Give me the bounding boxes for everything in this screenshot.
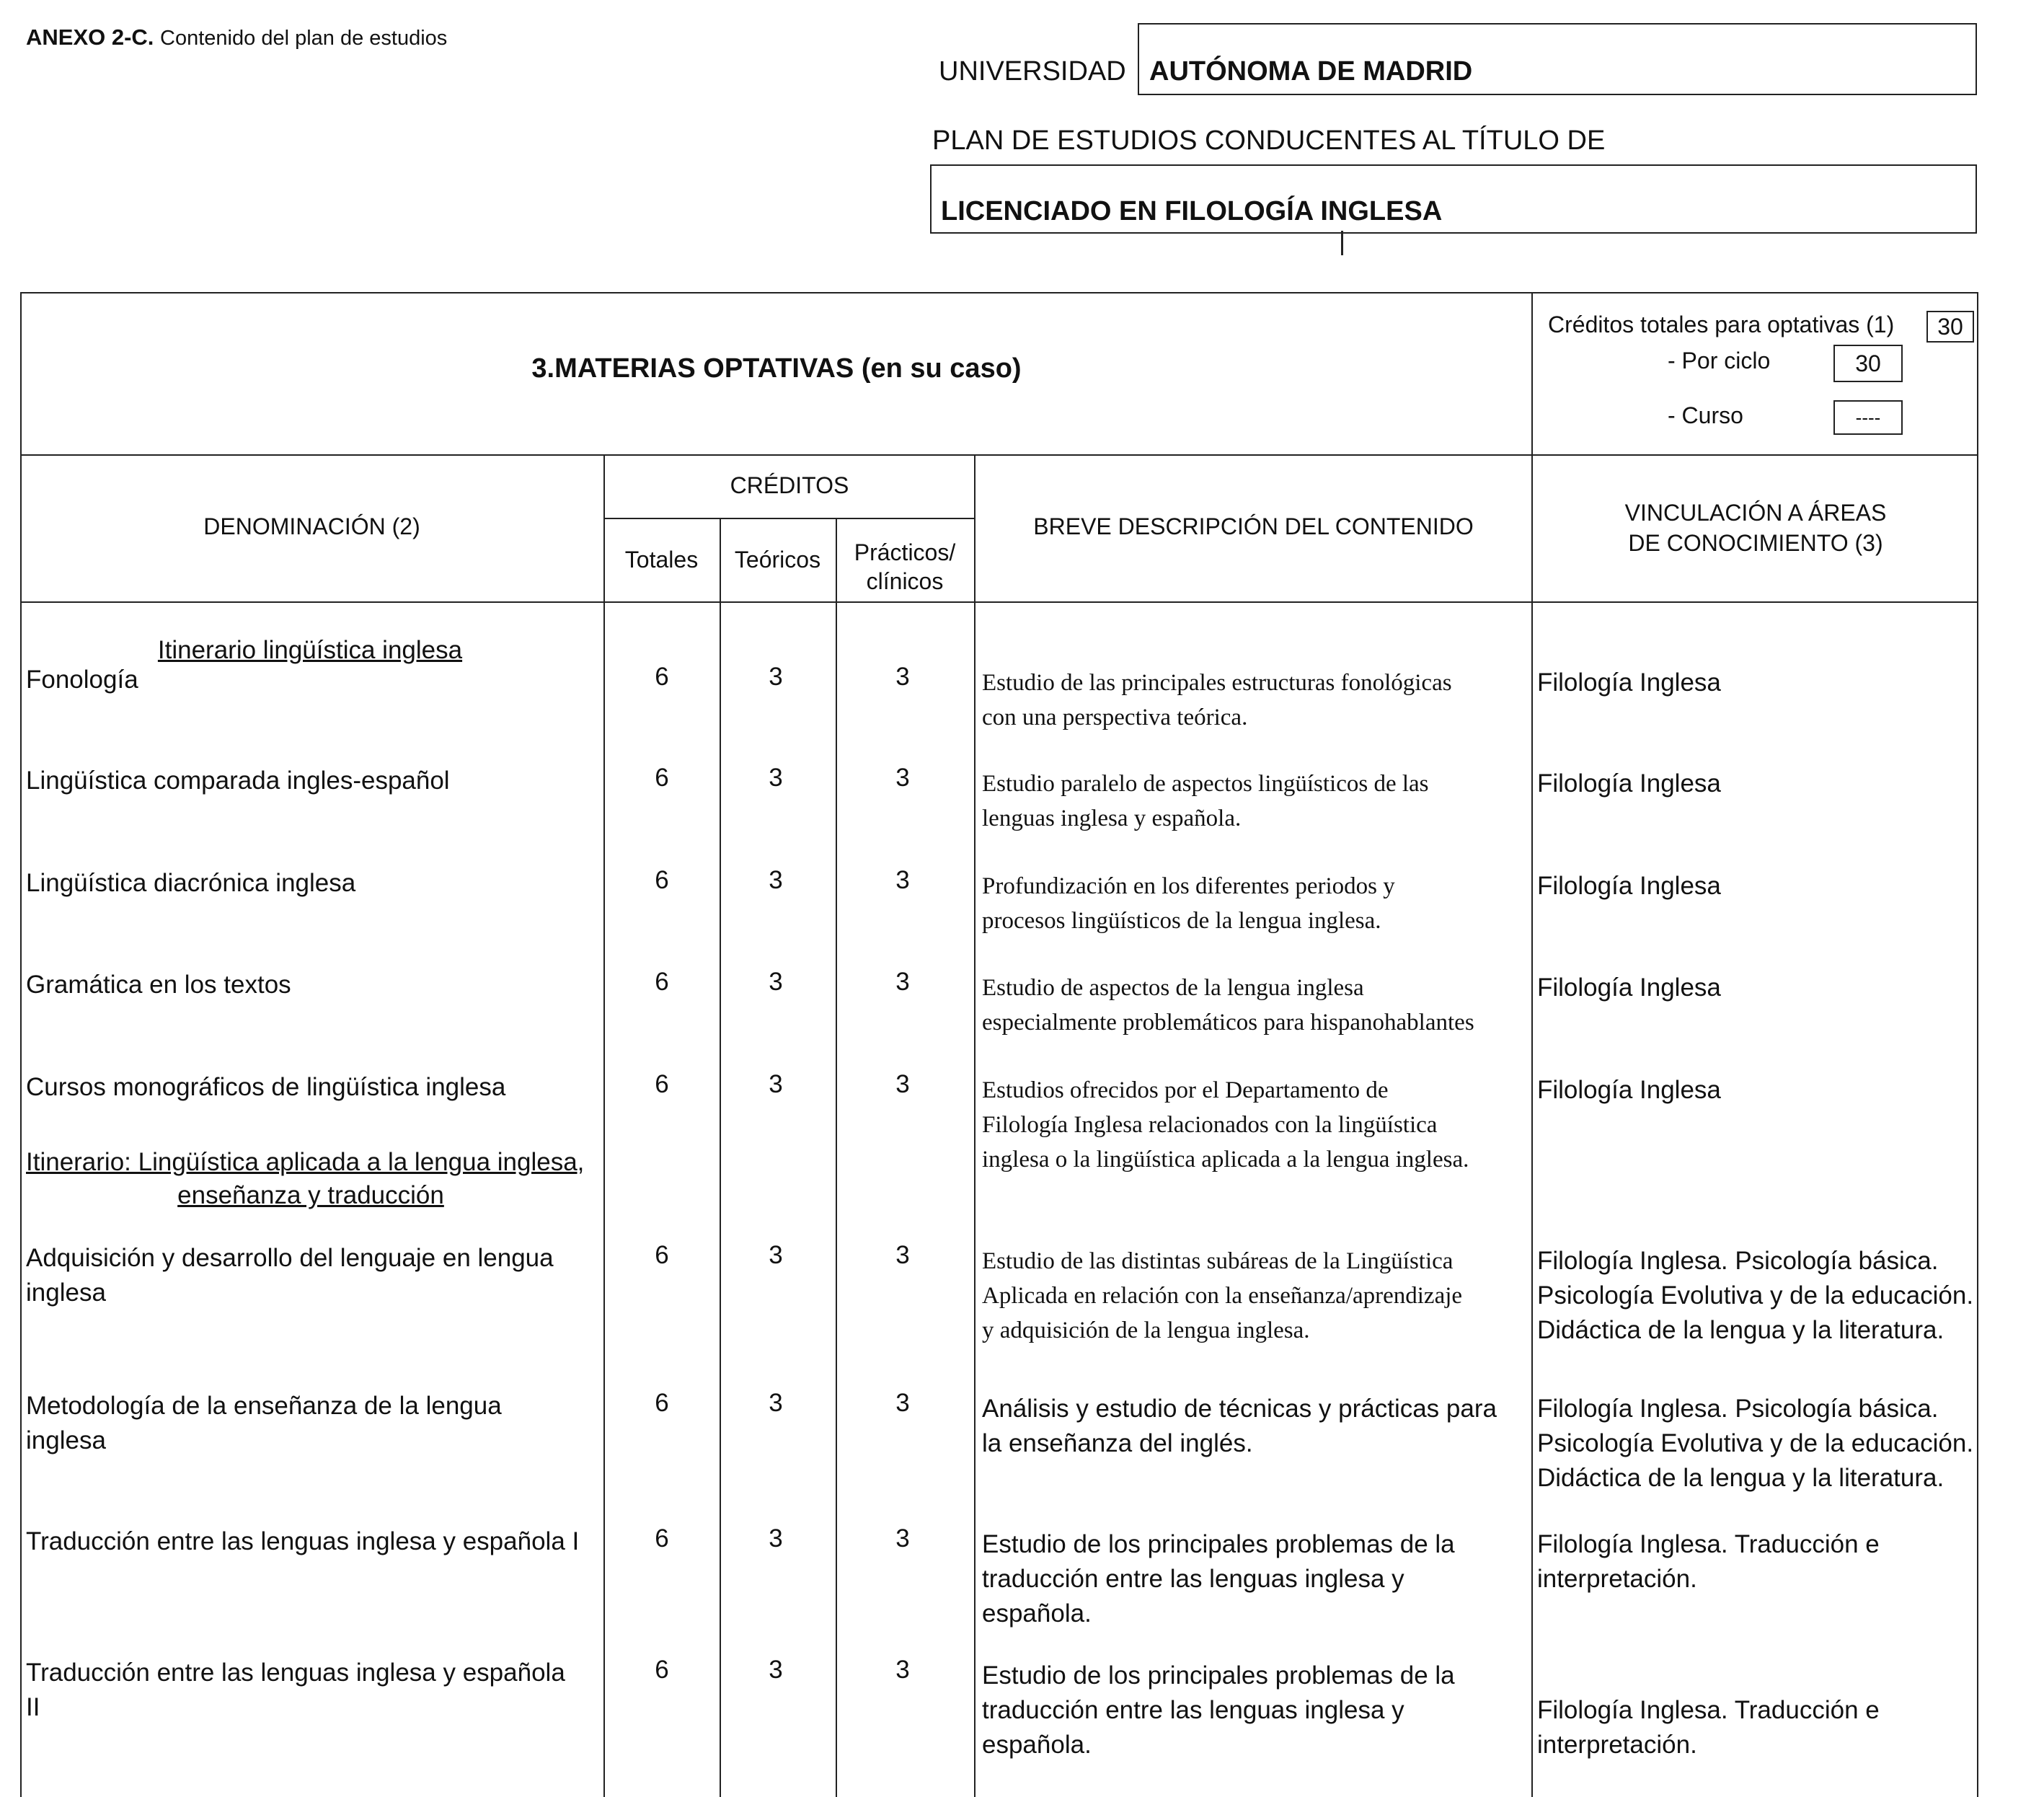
subject-name — [26, 1524, 596, 1559]
subject-name-line: Gramática en los textos — [26, 971, 291, 999]
col-teoricos: Teóricos — [734, 547, 821, 573]
content-description — [982, 1659, 1530, 1762]
content-description — [982, 1392, 1530, 1461]
credits-total: 6 — [655, 663, 669, 691]
credits-practice: 3 — [895, 1524, 910, 1553]
content-description-line: lenguas inglesa y española. — [982, 805, 1242, 831]
content-description-line: Estudio de las distintas subáreas de la Lingüística — [982, 1248, 1454, 1274]
credits-theory: 3 — [769, 1389, 783, 1417]
content-description-line: española. — [982, 1731, 1092, 1759]
total-credits-value: 30 — [1926, 311, 1974, 343]
subject-name — [26, 764, 596, 798]
itinerary-label: Itinerario: Lingüística aplicada a la lengua inglesa, — [26, 1148, 585, 1176]
content-description-line: y adquisición de la lengua inglesa. — [982, 1317, 1310, 1343]
credits-theory: 3 — [769, 764, 783, 792]
credits-practice: 3 — [895, 1241, 910, 1269]
credits-practice: 3 — [895, 663, 910, 691]
subject-name-line: II — [26, 1693, 40, 1721]
credits-practice: 3 — [895, 866, 910, 894]
knowledge-area-line: Psicología Evolutiva y de la educación. — [1537, 1429, 1974, 1457]
credits-total: 6 — [655, 1524, 669, 1553]
subject-name-line: Lingüística diacrónica inglesa — [26, 869, 356, 897]
content-description — [982, 1073, 1530, 1177]
rule-v-totales — [720, 518, 721, 1797]
credits-total: 6 — [655, 1389, 669, 1417]
content-description — [982, 869, 1530, 938]
content-description-line: Estudio de los principales problemas de la — [982, 1661, 1455, 1690]
content-description-line: Estudio de aspectos de la lengua inglesa — [982, 975, 1364, 1001]
knowledge-area-line: Filología Inglesa — [1537, 1076, 1721, 1104]
knowledge-area — [1537, 1392, 1977, 1496]
rule-creditos-sub — [603, 518, 975, 519]
knowledge-area-line: Filología Inglesa. Psicología básica. — [1537, 1395, 1939, 1423]
itinerary-label: enseñanza y traducción — [177, 1181, 444, 1209]
content-description — [982, 666, 1530, 735]
section-title: 3.MATERIAS OPTATIVAS (en su caso) — [531, 353, 1022, 384]
credits-total: 6 — [655, 1070, 669, 1098]
content-description-line: inglesa o la lingüística aplicada a la lengua inglesa. — [982, 1147, 1469, 1173]
credits-total: 6 — [655, 1241, 669, 1269]
col-creditos: CRÉDITOS — [730, 472, 849, 498]
annex-subtitle: Contenido del plan de estudios — [160, 27, 448, 50]
content-description — [982, 1527, 1530, 1631]
knowledge-area-line: Filología Inglesa — [1537, 769, 1721, 798]
knowledge-area — [1537, 1659, 1977, 1762]
knowledge-area-line: Psicología Evolutiva y de la educación. — [1537, 1281, 1974, 1310]
credits-theory: 3 — [769, 1524, 783, 1553]
knowledge-area — [1537, 666, 1977, 700]
content-description-line: procesos lingüísticos de la lengua inglesa. — [982, 908, 1381, 934]
subject-name-line: Adquisición y desarrollo del lenguaje en lengua — [26, 1244, 554, 1272]
credits-theory: 3 — [769, 968, 783, 996]
col-descripcion: BREVE DESCRIPCIÓN DEL CONTENIDO — [1033, 513, 1474, 539]
subject-name-line: Fonología — [26, 666, 138, 694]
knowledge-area-line: Didáctica de la lengua y la literatura. — [1537, 1316, 1945, 1344]
col-denominacion: DENOMINACIÓN (2) — [203, 513, 420, 539]
knowledge-area-line: Filología Inglesa — [1537, 872, 1721, 900]
content-description-line: traducción entre las lenguas inglesa y — [982, 1696, 1404, 1724]
subject-name — [26, 968, 596, 1002]
col-vinculacion-line1: VINCULACIÓN A ÁREAS — [1624, 500, 1887, 526]
rule-v-teoricos — [836, 518, 837, 1797]
col-vinculacion-line2: DE CONOCIMIENTO (3) — [1628, 530, 1883, 556]
subject-name-line: inglesa — [26, 1426, 106, 1454]
col-practicos-line1: Prácticos/ — [854, 539, 956, 565]
credits-practice: 3 — [895, 764, 910, 792]
content-description-line: Estudio de los principales problemas de la — [982, 1530, 1455, 1558]
credits-practice: 3 — [895, 1656, 910, 1684]
subject-name-line: inglesa — [26, 1279, 106, 1307]
knowledge-area — [1537, 869, 1977, 904]
knowledge-area — [1537, 1073, 1977, 1108]
knowledge-area-line: interpretación. — [1537, 1565, 1697, 1593]
rule-header-bottom — [20, 601, 1978, 603]
credits-total: 6 — [655, 866, 669, 894]
per-cycle-value: 30 — [1833, 345, 1903, 382]
col-practicos — [836, 538, 974, 596]
knowledge-area-line: Filología Inglesa — [1537, 668, 1721, 697]
subject-name-line: Traducción entre las lenguas inglesa y española — [26, 1659, 565, 1687]
content-description-line: Filología Inglesa relacionados con la lingüística — [982, 1112, 1438, 1138]
content-description-line: Profundización en los diferentes periodos y — [982, 873, 1395, 899]
knowledge-area-line: Filología Inglesa — [1537, 973, 1721, 1002]
content-description-line: Aplicada en relación con la enseñanza/aprendizaje — [982, 1283, 1463, 1309]
course-value: ---- — [1833, 400, 1903, 435]
course-label: - Curso — [1668, 402, 1743, 428]
content-description-line: Estudio paralelo de aspectos lingüísticos de las — [982, 771, 1429, 797]
subject-name-line: Lingüística comparada ingles-español — [26, 767, 450, 795]
total-credits-label: Créditos totales para optativas (1) — [1548, 312, 1895, 337]
col-totales: Totales — [624, 547, 699, 573]
university-label: UNIVERSIDAD — [939, 56, 1126, 87]
credits-theory: 3 — [769, 1070, 783, 1098]
knowledge-area-line: Filología Inglesa. Traducción e — [1537, 1696, 1880, 1724]
content-description-line: la enseñanza del inglés. — [982, 1429, 1253, 1457]
credits-theory: 3 — [769, 1241, 783, 1269]
col-vinculacion — [1533, 498, 1978, 558]
credits-total: 6 — [655, 764, 669, 792]
knowledge-area — [1537, 1527, 1977, 1597]
plan-label: PLAN DE ESTUDIOS CONDUCENTES AL TÍTULO DE — [932, 125, 1606, 156]
content-description-line: especialmente problemáticos para hispanohablantes — [982, 1010, 1474, 1036]
content-description-line: traducción entre las lenguas inglesa y — [982, 1565, 1404, 1593]
content-description — [982, 1244, 1530, 1348]
col-practicos-line2: clínicos — [866, 568, 944, 594]
rule-title-bottom — [20, 454, 1978, 456]
knowledge-area-line: Didáctica de la lengua y la literatura. — [1537, 1464, 1945, 1492]
credits-practice: 3 — [895, 1389, 910, 1417]
knowledge-area-line: Filología Inglesa. Traducción e — [1537, 1530, 1880, 1558]
rule-v-denominacion — [603, 454, 605, 1797]
credits-practice: 3 — [895, 1070, 910, 1098]
content-description-line: Estudios ofrecidos por el Departamento de — [982, 1077, 1389, 1103]
rule-v-desc — [974, 454, 975, 1797]
content-description — [982, 971, 1530, 1040]
content-description-line: española. — [982, 1599, 1092, 1628]
credits-practice: 3 — [895, 968, 910, 996]
tick-mark — [1341, 231, 1343, 255]
knowledge-area-line: Filología Inglesa. Psicología básica. — [1537, 1247, 1939, 1275]
annex-number: ANEXO 2-C. — [26, 25, 154, 50]
credits-total: 6 — [655, 1656, 669, 1684]
credits-theory: 3 — [769, 1656, 783, 1684]
content-description-line: Estudio de las principales estructuras fonológicas — [982, 670, 1452, 696]
knowledge-area-line: interpretación. — [1537, 1731, 1697, 1759]
subject-name-line: Metodología de la enseñanza de la lengua — [26, 1392, 502, 1420]
credits-total: 6 — [655, 968, 669, 996]
itinerary-label: Itinerario lingüística inglesa — [157, 636, 463, 664]
subject-name — [26, 866, 596, 901]
content-description-line: con una perspectiva teórica. — [982, 705, 1248, 730]
credits-theory: 3 — [769, 663, 783, 691]
per-cycle-label: - Por ciclo — [1668, 348, 1771, 374]
university-name: AUTÓNOMA DE MADRID — [1149, 56, 1473, 87]
subject-name — [26, 663, 596, 697]
knowledge-area — [1537, 767, 1977, 801]
subject-name — [26, 1241, 596, 1310]
subject-name-line: Traducción entre las lenguas inglesa y española I — [26, 1527, 580, 1555]
knowledge-area-line — [1537, 1659, 1977, 1693]
annex-heading — [26, 25, 447, 50]
degree-name: LICENCIADO EN FILOLOGÍA INGLESA — [941, 196, 1443, 226]
credits-theory: 3 — [769, 866, 783, 894]
content-description — [982, 767, 1530, 836]
content-description-line: Análisis y estudio de técnicas y prácticas para — [982, 1395, 1497, 1423]
subject-name — [26, 1070, 596, 1105]
subject-name — [26, 1389, 596, 1458]
subject-name — [26, 1656, 596, 1725]
subject-name-line: Cursos monográficos de lingüística inglesa — [26, 1073, 506, 1101]
knowledge-area — [1537, 971, 1977, 1005]
knowledge-area — [1537, 1244, 1977, 1348]
